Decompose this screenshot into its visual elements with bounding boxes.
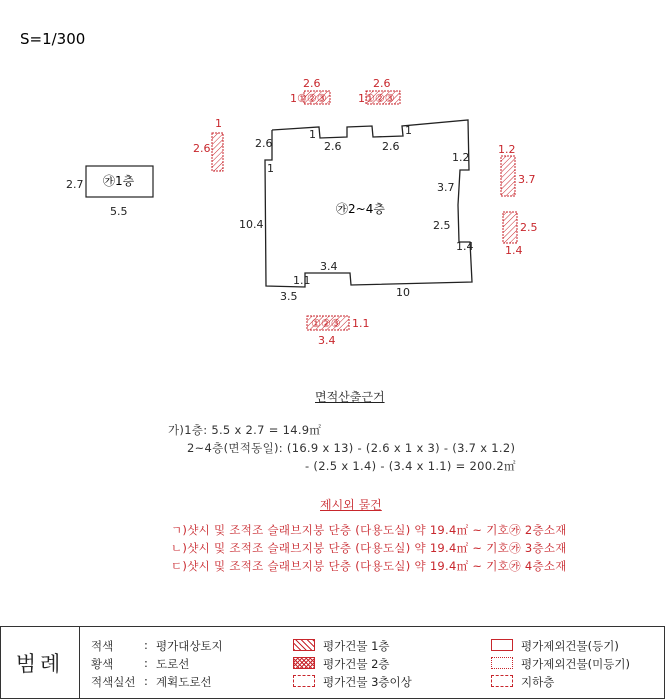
area-basis-title: 면적산출근거 [315,390,385,404]
legend-red-value: 평가대상토지 [156,639,223,653]
annex-right-lower-bottom: 1.4 [505,244,523,257]
annex-left [212,133,223,171]
dim-main-bottom-notch: 3.4 [320,260,338,273]
legend-title: 범례 [1,627,80,699]
dim-main-right-top: 1.2 [452,151,470,164]
exclusions-title: 제시외 물건 [320,498,382,512]
dim-main-bottom-left: 3.5 [280,290,298,303]
legend-excluded-unregistered-label: 평가제외건물(미등기) [521,657,630,671]
dim-main-top-mid: 2.6 [324,140,342,153]
area-line-3: - (2.5 x 1.4) - (3.4 x 1.1) = 200.2㎡ [305,459,516,473]
annex-bottom-side: 1.1 [352,317,370,330]
annex-left-side-dim: 2.6 [193,142,211,155]
annex-right-lower-side: 2.5 [520,221,538,234]
legend-swatch-3f [293,675,315,687]
dim-main-notch2: 1 [405,124,412,137]
legend-swatch-excluded-registered [491,639,513,651]
dim-1f-height: 2.7 [66,178,84,191]
annex-right-upper-side: 3.7 [518,173,536,186]
annex-right-lower [503,212,517,243]
legend-redline-label: 적색실선 [91,675,136,689]
annex-top-left-dim: 2.6 [303,77,321,90]
exclusion-line-2: ㄴ)샷시 및 조적조 슬래브지붕 단층 (다용도실) 약 19.4㎡ ~ 기호㉮ 3층소재 [171,541,567,555]
dim-main-bottom: 10 [396,286,410,299]
legend-redline-value: 계획도로선 [156,675,212,689]
area-line-2: 2~4층(면적동일): (16.9 x 13) - (2.6 x 1 x 3) - (3.7 x 1.2) [187,441,516,455]
legend-redline-sep: : [144,674,148,688]
annex-top-right-glyph: 1①②③ [358,92,395,105]
exclusion-line-3: ㄷ)샷시 및 조적조 슬래브지붕 단층 (다용도실) 약 19.4㎡ ~ 기호㉮ 4층소재 [171,559,567,573]
exclusion-line-1: ㄱ)샷시 및 조적조 슬래브지붕 단층 (다용도실) 약 19.4㎡ ~ 기호㉮ 2층소재 [171,523,567,537]
dim-main-right-mid: 3.7 [437,181,455,194]
dim-1f-width: 5.5 [110,205,128,218]
dim-main-top-right: 2.6 [382,140,400,153]
legend-1f-label: 평가건물 1층 [323,639,390,653]
annex-top-right-dim: 2.6 [373,77,391,90]
legend-swatch-2f [293,657,315,669]
dim-main-left: 10.4 [239,218,264,231]
annex-bottom-bottom: 3.4 [318,334,336,347]
dim-main-notch1: 1 [309,128,316,141]
legend-excluded-registered-label: 평가제외건물(등기) [521,639,619,653]
dim-main-top-left: 2.6 [255,137,273,150]
legend-swatch-1f [293,639,315,651]
legend-yellow-sep: : [144,656,148,670]
legend-swatch-excluded-unregistered [491,657,513,669]
legend-yellow-value: 도로선 [156,657,190,671]
annex-left-top-dim: 1 [215,117,222,130]
area-line-1: 가)1층: 5.5 x 2.7 = 14.9㎡ [168,423,322,437]
building-main-label: ㉮2~4층 [336,202,385,216]
dim-main-left-notch: 1 [267,162,274,175]
dim-main-notch-bottom: 1.1 [293,274,311,287]
annex-bottom-glyph: ①②③ [311,317,341,330]
annex-right-upper [501,156,515,196]
annex-top-left-glyph: 1①②③ [290,92,327,105]
legend-yellow-label: 황색 [91,657,114,671]
scale-label: S=1/300 [20,30,86,48]
legend-red-sep: : [144,638,148,652]
legend-2f-label: 평가건물 2층 [323,657,390,671]
dim-main-right-bottom: 1.4 [456,240,474,253]
dim-main-right-lower: 2.5 [433,219,451,232]
building-1f-label: ㉮1층 [103,174,135,188]
legend-3f-label: 평가건물 3층이상 [323,675,412,689]
legend-swatch-basement [491,675,513,687]
legend-red-label: 적색 [91,639,114,653]
legend-basement-label: 지하층 [521,675,555,689]
legend-box [0,626,665,699]
annex-right-upper-top: 1.2 [498,143,516,156]
